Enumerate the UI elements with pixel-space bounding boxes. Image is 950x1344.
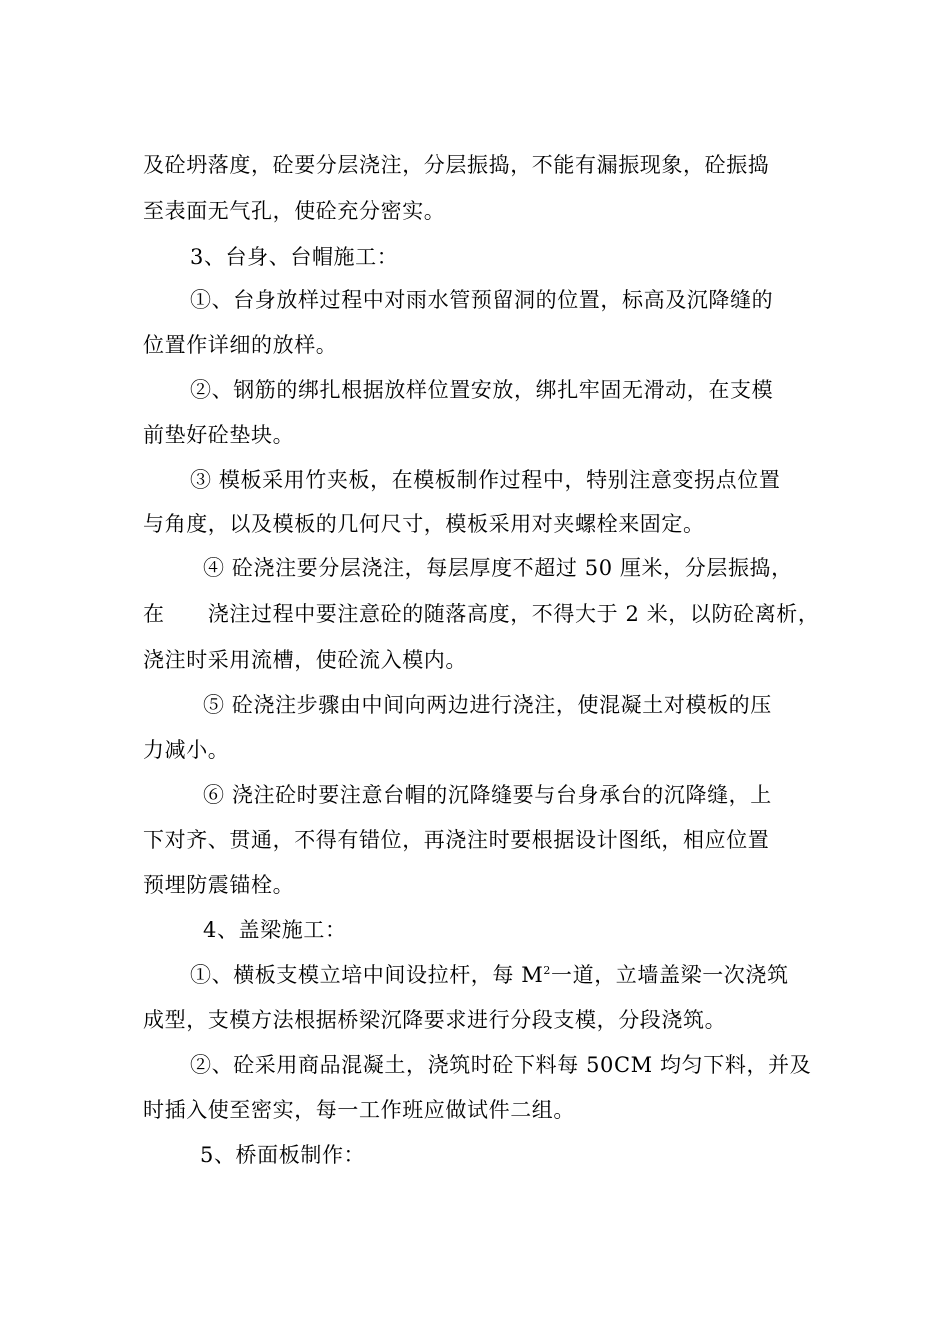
text-line: [190, 960, 789, 990]
text-line: 位置作详细的放样。: [143, 333, 338, 357]
text-line: 预埋防震锚栓。: [143, 873, 295, 897]
text-segment: ①、横板支模立培中间设拉杆，每 M: [190, 963, 544, 987]
text-line: ⑤ 砼浇注步骤由中间向两边进行浇注，使混凝土对模板的压: [203, 693, 772, 717]
text-line: 浇注时采用流槽，使砼流入模内。: [143, 648, 467, 672]
text-line: 时插入使至密实，每一工作班应做试件二组。: [143, 1098, 575, 1122]
text-line: ②、钢筋的绑扎根据放样位置安放，绑扎牢固无滑动，在支模: [190, 378, 774, 402]
text-line: ⑥ 浇注砼时要注意台帽的沉降缝要与台身承台的沉降缝，上: [203, 783, 772, 807]
text-line: 成型，支模方法根据桥梁沉降要求进行分段支模，分段浇筑。: [143, 1008, 727, 1032]
text-line: 至表面无气孔，使砼充分密实。: [143, 199, 446, 223]
text-line: ①、台身放样过程中对雨水管预留洞的位置，标高及沉降缝的: [190, 288, 774, 312]
text-line: 5、桥面板制作：: [200, 1143, 366, 1167]
text-line: 3、台身、台帽施工：: [190, 245, 399, 269]
text-line: 力减小。: [143, 738, 230, 762]
text-line: 在 浇注过程中要注意砼的随落高度，不得大于 2 米，以防砼离析，: [143, 602, 820, 626]
text-line: 前垫好砼垫块。: [143, 423, 295, 447]
text-segment: 一道，立墙盖梁一次浇筑: [551, 963, 789, 987]
text-line: ②、砼采用商品混凝土，浇筑时砼下料每 50CM 均匀下料，并及: [190, 1053, 812, 1077]
text-line: 4、盖梁施工：: [203, 918, 347, 942]
text-line: ③ 模板采用竹夹板，在模板制作过程中，特别注意变拐点位置: [190, 468, 781, 492]
text-line: 与角度，以及模板的几何尺寸，模板采用对夹螺栓来固定。: [143, 512, 705, 536]
text-line: 及砼坍落度，砼要分层浇注，分层振捣，不能有漏振现象，砼振捣: [143, 153, 770, 177]
superscript: 2: [543, 964, 551, 977]
text-line: ④ 砼浇注要分层浇注，每层厚度不超过 50 厘米，分层振捣，: [203, 556, 793, 580]
text-line: 下对齐、贯通，不得有错位，再浇注时要根据设计图纸，相应位置: [143, 828, 770, 852]
